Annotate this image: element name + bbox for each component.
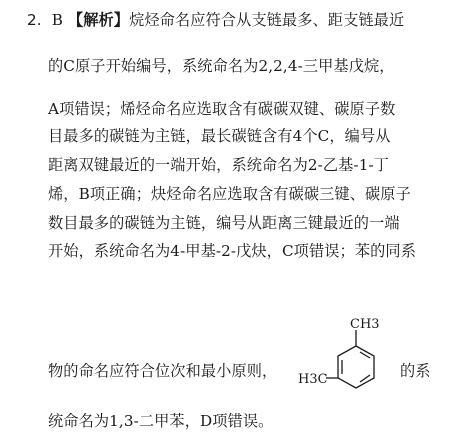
text-line-9: 物的命名应符合位次和最小原则， [48, 362, 278, 380]
text-line-3: A项错误；烯烃命名应选取含有碳碳双键、碳原子数 [48, 100, 396, 118]
analysis-tag: 【解析】 [67, 11, 130, 29]
text-line-1: 烷烃命名应符合从支链最多、距支链最近 [129, 11, 405, 29]
ring-hexagon [338, 346, 374, 388]
text-line-2: 的C原子开始编号，系统命名为2,2,4-三甲基戊烷， [48, 57, 395, 75]
top-methyl-label: CH3 [350, 318, 380, 332]
text-line-8: 开始，系统命名为4-甲基-2-戊炔，C项错误；苯的同系 [48, 242, 416, 260]
text-line-6: 烯，B项正确；炔烃命名应选取含有碳碳三键、碳原子 [48, 185, 411, 203]
question-number: 2. [27, 11, 42, 29]
answer-choice: B [51, 11, 63, 29]
text-line-9-tail: 的系 [400, 362, 431, 380]
text-line-4: 目最多的碳链为主链，最长碳链含有4个C，编号从 [48, 127, 391, 145]
text-line-5: 距离双键最近的一端开始，系统命名为2-乙基-1-丁 [48, 156, 389, 174]
text-line-10: 统命名为1,3-二甲苯，D项错误。 [48, 412, 274, 430]
answer-line-1 [27, 10, 452, 30]
benzene-ring [326, 330, 374, 388]
dimethylbenzene-structure [298, 318, 393, 406]
text-line-7: 数目最多的碳链为主链，编号从距离三键最近的一端 [48, 214, 400, 232]
left-methyl-label: H3C [298, 372, 328, 387]
